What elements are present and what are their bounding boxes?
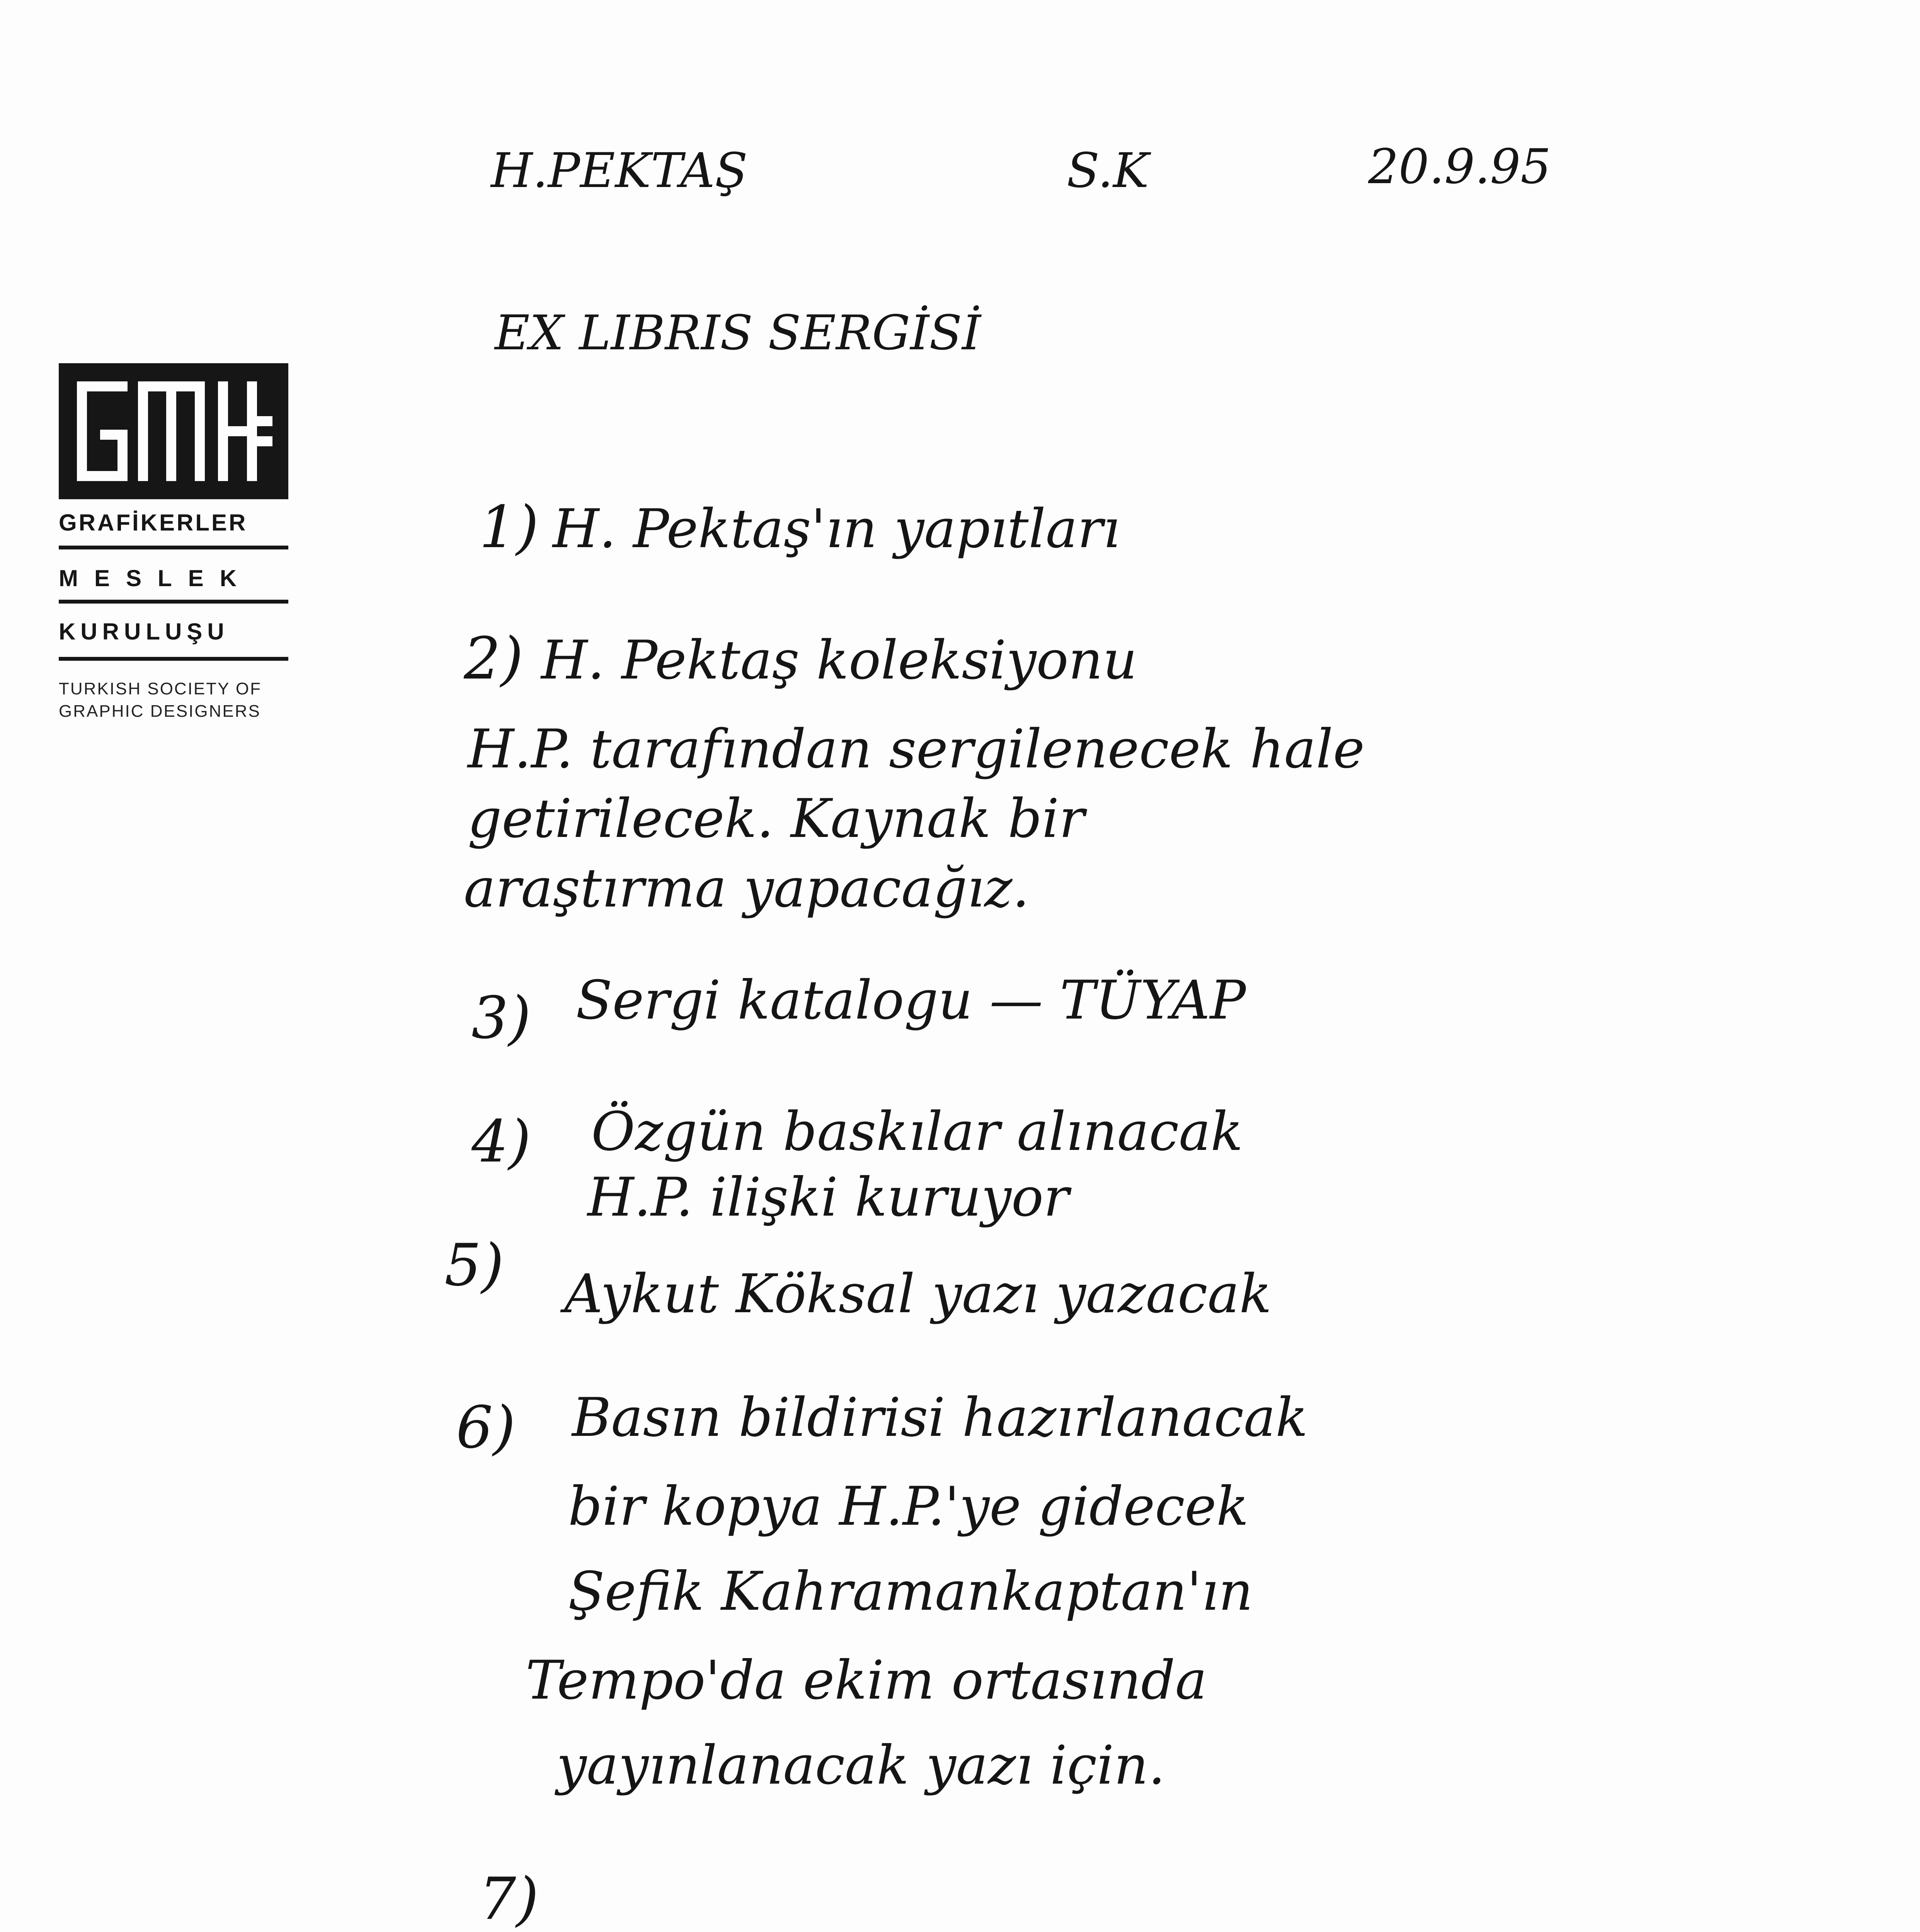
list-item-number: 7) [479,1866,539,1932]
list-item-line: yayınlanacak yazı için. [557,1734,1166,1796]
list-item-line: Aykut Köksal yazı yazacak [564,1263,1272,1325]
note-subject: EX LIBRIS SERGİSİ [495,305,981,361]
header-initials: S.K [1067,143,1149,199]
list-item-number: 4) [471,1108,531,1175]
divider [59,546,288,549]
list-item-number: 5) [444,1232,504,1299]
divider [59,600,288,604]
org-name-line3: KURULUŞU [59,619,229,645]
header-date: 20.9.95 [1368,139,1551,195]
list-item-line: H.P. ilişki kuruyor [587,1166,1069,1228]
divider [59,657,288,661]
org-english-line2: GRAPHIC DESIGNERS [59,702,261,721]
gmk-logo [59,363,288,499]
list-item-line: araştırma yapacağız. [464,857,1030,919]
list-item-line: bir kopya H.P.'ye gidecek [568,1475,1249,1537]
list-item-line: Şefik Kahramankaptan'ın [568,1560,1253,1622]
list-item-line: Sergi katalogu — TÜYAP [576,969,1246,1031]
list-item-number: 2) [464,625,523,692]
header-name: H.PEKTAŞ [491,143,748,199]
org-name-line1: GRAFİKERLER [59,510,248,536]
list-item-line: getirilecek. Kaynak bir [468,787,1085,850]
list-item-line: H. Pektaş'ın yapıtları [553,498,1120,560]
list-item-line: Basın bildirisi hazırlanacak [572,1386,1308,1449]
org-english-line1: TURKISH SOCIETY OF [59,679,262,698]
list-item-line: H.P. tarafından sergilenecek hale [468,718,1365,780]
list-item-line: Özgün baskılar alınacak [591,1100,1243,1163]
list-item-number: 6) [456,1394,516,1461]
list-item-number: 3) [471,985,531,1052]
list-item-line: H. Pektaş koleksiyonu [541,629,1137,691]
org-name-line2: MESLEK [59,565,253,591]
gmk-logo-mark [59,363,288,499]
list-item-line: Tempo'da ekim ortasında [526,1649,1207,1711]
list-item-number: 1) [479,494,539,561]
